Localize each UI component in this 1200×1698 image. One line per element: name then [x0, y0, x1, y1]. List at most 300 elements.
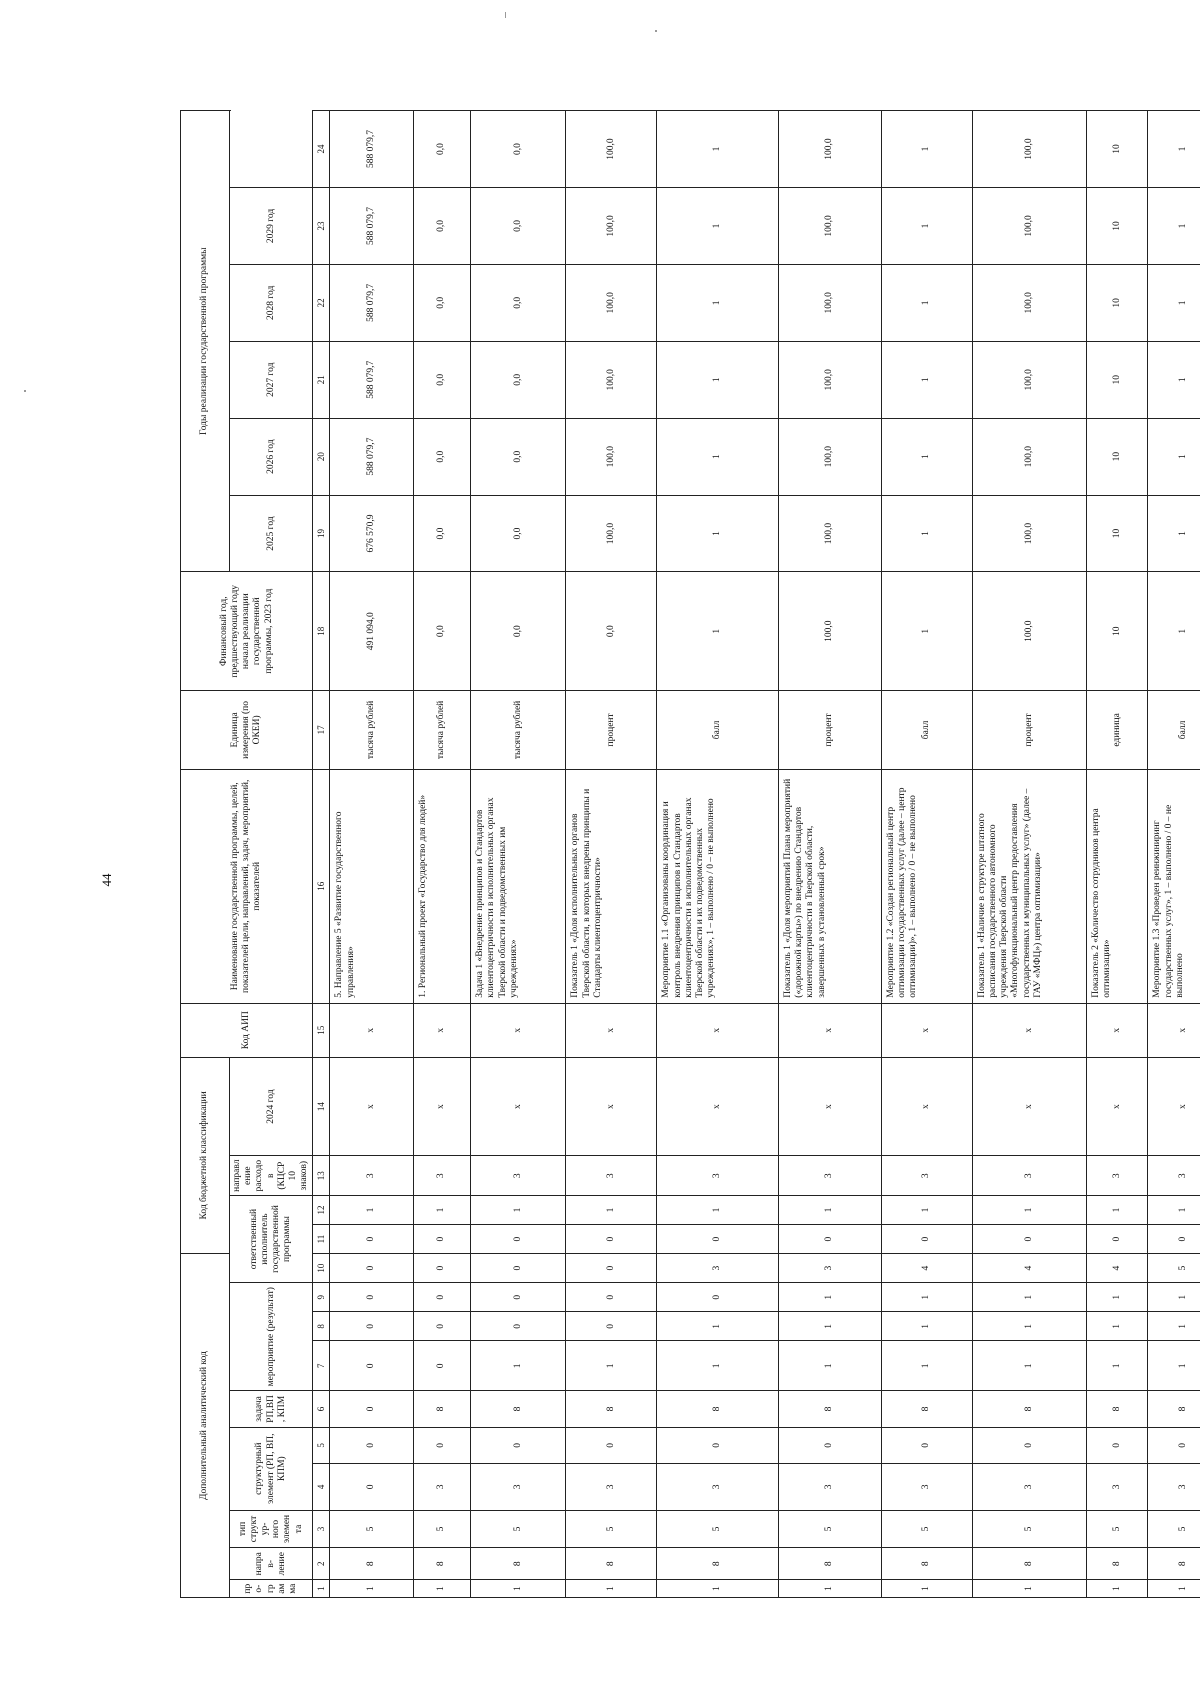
year-value-cell: 1 [1148, 341, 1200, 418]
unit-cell: балл [1148, 690, 1200, 769]
year-header: 2027 год [230, 341, 313, 418]
year-value-cell: 1 [657, 188, 779, 265]
code-cell: 3 [1087, 1156, 1148, 1195]
column-number-cell: 1 [313, 1580, 330, 1598]
column-number-cell: 24 [313, 111, 330, 188]
base-year-value-cell: 100,0 [779, 572, 882, 690]
year-value-cell: 10 [1087, 264, 1148, 341]
year-value-cell: 0,0 [414, 111, 471, 188]
kcsr-cell: х [1148, 1057, 1200, 1156]
code-cell: 8 [881, 1391, 972, 1427]
base-year-value-cell: 0,0 [566, 572, 657, 690]
code-cell: 3 [881, 1156, 972, 1195]
code-cell: 0 [566, 1254, 657, 1283]
year-value-cell: 10 [1087, 111, 1148, 188]
kcsr-cell: х [414, 1057, 471, 1156]
year-value-cell: 588 079,7 [330, 264, 414, 341]
code-cell: 0 [414, 1341, 471, 1391]
year-value-cell: 588 079,7 [330, 341, 414, 418]
code-cell: 0 [471, 1225, 566, 1254]
year-value-cell: 100,0 [972, 341, 1086, 418]
year-value-cell: 10 [1087, 341, 1148, 418]
unit-cell: процент [779, 690, 882, 769]
unit-cell: балл [881, 690, 972, 769]
year-value-cell: 1 [881, 264, 972, 341]
code-cell: 8 [330, 1548, 414, 1580]
base-year-value-cell: 0,0 [471, 572, 566, 690]
code-cell: 8 [657, 1548, 779, 1580]
year-value-cell: 0,0 [471, 418, 566, 495]
code-cell: 1 [330, 1195, 414, 1224]
year-value-cell: 100,0 [566, 341, 657, 418]
code-cell: 0 [972, 1427, 1086, 1463]
year-value-cell: 10 [1087, 495, 1148, 572]
unit-cell: тысяча рублей [330, 690, 414, 769]
code-cell: 1 [566, 1341, 657, 1391]
tip-header: тип структур-ного элемента [230, 1510, 313, 1547]
table-row [330, 111, 414, 1598]
code-cell: 1 [1087, 1341, 1148, 1391]
code-cell: 3 [779, 1156, 882, 1195]
year-value-cell: 10 [1087, 418, 1148, 495]
meropriyatie-header: мероприятие (результат) [230, 1283, 313, 1391]
code-cell: 3 [779, 1463, 882, 1510]
code-cell: 8 [566, 1391, 657, 1427]
code-cell: 1 [414, 1580, 471, 1598]
table-row [414, 111, 471, 1598]
code-cell: 1 [471, 1341, 566, 1391]
year-value-cell: 1 [657, 111, 779, 188]
code-cell: 1 [779, 1312, 882, 1341]
code-cell: 1 [881, 1341, 972, 1391]
code-cell: 1 [1148, 1312, 1200, 1341]
table-row [779, 111, 882, 1598]
code-cell: 0 [330, 1254, 414, 1283]
code-cell: 5 [566, 1510, 657, 1547]
year-value-cell: 100,0 [972, 418, 1086, 495]
column-number-cell: 10 [313, 1254, 330, 1283]
year-value-cell: 1 [657, 495, 779, 572]
column-number-cell: 21 [313, 341, 330, 418]
column-number-cell: 4 [313, 1463, 330, 1510]
rotated-page-content [180, 110, 1189, 1598]
code-cell: 1 [779, 1283, 882, 1312]
column-number-cell: 14 [313, 1057, 330, 1156]
item-name-cell: Мероприятие 1.1 «Организованы координация и контроль внедрения принципов и Стандартов клиентоцентричности в исполнительных органах Тверской области и их подведомственных учреждениях», 1 – выполнено / 0 – не выполнено [657, 769, 779, 1003]
code-cell: 4 [972, 1254, 1086, 1283]
column-number-cell: 7 [313, 1341, 330, 1391]
year-value-cell: 1 [881, 341, 972, 418]
item-name-cell: Мероприятие 1.3 «Проведен реинжиниринг государственных услуг», 1 – выполнено / 0 – не выполнено [1148, 769, 1200, 1003]
code-cell: 0 [1148, 1427, 1200, 1463]
year-value-cell: 1 [1148, 264, 1200, 341]
code-cell: 0 [657, 1225, 779, 1254]
year-value-cell: 588 079,7 [330, 111, 414, 188]
code-cell: 0 [471, 1254, 566, 1283]
column-number-cell: 11 [313, 1225, 330, 1254]
year-value-cell: 1 [1148, 111, 1200, 188]
code-cell: 8 [566, 1548, 657, 1580]
code-cell: 1 [881, 1580, 972, 1598]
code-cell: 5 [1148, 1254, 1200, 1283]
code-cell: 1 [1148, 1283, 1200, 1312]
base-year-value-cell: 1 [657, 572, 779, 690]
unit-cell: процент [972, 690, 1086, 769]
code-cell: 0 [566, 1225, 657, 1254]
code-cell: 0 [414, 1427, 471, 1463]
year-value-cell: 0,0 [414, 264, 471, 341]
code-cell: 1 [471, 1195, 566, 1224]
base-year-value-cell: 0,0 [414, 572, 471, 690]
year-value-cell: 0,0 [471, 495, 566, 572]
column-number-cell: 3 [313, 1510, 330, 1547]
year-value-cell: 0,0 [414, 188, 471, 265]
code-cell: 5 [657, 1510, 779, 1547]
code-cell: 5 [779, 1510, 882, 1547]
code-cell: 8 [414, 1548, 471, 1580]
code-cell: 8 [657, 1391, 779, 1427]
code-cell: 3 [1087, 1463, 1148, 1510]
year-value-cell: 100,0 [779, 341, 882, 418]
code-cell: 3 [471, 1156, 566, 1195]
code-cell: 0 [1087, 1225, 1148, 1254]
year-value-cell: 1 [881, 188, 972, 265]
code-cell: 5 [1087, 1510, 1148, 1547]
code-cell: 0 [414, 1254, 471, 1283]
code-cell: 1 [881, 1195, 972, 1224]
code-cell: 0 [330, 1341, 414, 1391]
code-cell: 1 [779, 1195, 882, 1224]
code-cell: 0 [414, 1312, 471, 1341]
code-cell: 1 [972, 1341, 1086, 1391]
code-cell: 0 [330, 1463, 414, 1510]
year-value-cell: 100,0 [972, 188, 1086, 265]
aip-cell: х [566, 1003, 657, 1057]
code-cell: 3 [972, 1463, 1086, 1510]
napravlenie-header: направ-ление [230, 1548, 313, 1580]
code-cell: 3 [657, 1254, 779, 1283]
code-cell: 1 [330, 1580, 414, 1598]
year-value-cell: 10 [1087, 188, 1148, 265]
item-name-cell: 5. Направление 5 «Развитие государственного управления» [330, 769, 414, 1003]
base-year-value-cell: 1 [1148, 572, 1200, 690]
code-cell: 8 [1087, 1548, 1148, 1580]
code-cell: 1 [1148, 1195, 1200, 1224]
zadacha-header: задача РП,ВП, КПМ [230, 1391, 313, 1427]
year-value-cell: 0,0 [414, 495, 471, 572]
scan-mark [655, 30, 657, 32]
code-cell: 3 [414, 1463, 471, 1510]
struct-element-header: структурный элемент (РП, ВП, КПМ) [230, 1427, 313, 1510]
year-value-cell: 100,0 [779, 495, 882, 572]
table-row [881, 111, 972, 1598]
kcsr-cell: х [657, 1057, 779, 1156]
unit-cell: единица [1087, 690, 1148, 769]
column-number-cell: 18 [313, 572, 330, 690]
item-name-cell: Показатель 1 «Наличие в структуре штатного расписания государственного автономного учреждения Тверской области «Многофункциональный центр предоставления государственных и муниципальных услуг» (далее – ГАУ «МФЦ») центра оптимизации» [972, 769, 1086, 1003]
code-cell: 0 [566, 1312, 657, 1341]
unit-cell: балл [657, 690, 779, 769]
code-cell: 5 [330, 1510, 414, 1547]
aip-cell: х [779, 1003, 882, 1057]
code-cell: 0 [779, 1427, 882, 1463]
code-cell: 8 [1148, 1391, 1200, 1427]
code-cell: 8 [1087, 1391, 1148, 1427]
column-number-cell: 6 [313, 1391, 330, 1427]
code-cell: 0 [1148, 1225, 1200, 1254]
code-cell: 1 [779, 1580, 882, 1598]
column-number-cell: 20 [313, 418, 330, 495]
year-value-cell: 100,0 [566, 495, 657, 572]
year-value-cell: 1 [657, 418, 779, 495]
base-year-value-cell: 1 [881, 572, 972, 690]
code-cell: 8 [779, 1548, 882, 1580]
code-cell: 1 [657, 1312, 779, 1341]
code-cell: 3 [779, 1254, 882, 1283]
base-year-value-cell: 10 [1087, 572, 1148, 690]
table-row [1087, 111, 1148, 1598]
unit-cell: тысяча рублей [471, 690, 566, 769]
code-cell: 8 [972, 1548, 1086, 1580]
table-body [330, 111, 1200, 1598]
code-cell: 0 [414, 1225, 471, 1254]
unit-header: Единица измерения (по ОКЕИ) [181, 690, 313, 769]
program-table [180, 110, 1200, 1598]
code-cell: 8 [1148, 1548, 1200, 1580]
code-cell: 1 [1087, 1312, 1148, 1341]
ispolnitel-header: ответственный исполнитель государственной программы [230, 1195, 313, 1282]
code-cell: 1 [1148, 1580, 1200, 1598]
item-name-cell: Показатель 2 «Количество сотрудников центра оптимизации» [1087, 769, 1148, 1003]
code-cell: 3 [414, 1156, 471, 1195]
code-cell: 1 [972, 1312, 1086, 1341]
code-cell: 1 [657, 1195, 779, 1224]
code-cell: 1 [657, 1341, 779, 1391]
year-value-cell: 100,0 [566, 111, 657, 188]
code-cell: 8 [972, 1391, 1086, 1427]
column-number-cell: 15 [313, 1003, 330, 1057]
code-cell: 1 [1087, 1283, 1148, 1312]
code-cell: 1 [881, 1283, 972, 1312]
kcsr-cell: х [1087, 1057, 1148, 1156]
name-header: Наименование государственной программы, целей, показателей цели, направлений, задач, мероприятий, показателей [181, 769, 313, 1003]
programma-header: про-грамма [230, 1580, 313, 1598]
code-cell: 0 [657, 1427, 779, 1463]
table-row [972, 111, 1086, 1598]
kcsr-cell: х [881, 1057, 972, 1156]
item-name-cell: Задача 1 «Внедрение принципов и Стандартов клиентоцентричности в исполнительных органах Тверской области и подведомственных им учреждениях» [471, 769, 566, 1003]
aip-cell: х [1087, 1003, 1148, 1057]
page-number: 44 [99, 873, 114, 887]
table-row [566, 111, 657, 1598]
year-value-cell: 588 079,7 [330, 418, 414, 495]
kcsr-cell: х [330, 1057, 414, 1156]
column-number-cell: 5 [313, 1427, 330, 1463]
code-cell: 5 [881, 1510, 972, 1547]
kcsr-cell: х [779, 1057, 882, 1156]
code-cell: 1 [881, 1312, 972, 1341]
code-cell: 3 [330, 1156, 414, 1195]
code-cell: 0 [330, 1312, 414, 1341]
code-cell: 5 [1148, 1510, 1200, 1547]
code-cell: 3 [657, 1463, 779, 1510]
column-numbers-row [313, 111, 330, 1598]
year-header: 2025 год [230, 495, 313, 572]
code-cell: 0 [471, 1427, 566, 1463]
year-value-cell: 0,0 [471, 188, 566, 265]
year-value-cell: 676 570,9 [330, 495, 414, 572]
column-number-cell: 12 [313, 1195, 330, 1224]
code-cell: 5 [471, 1510, 566, 1547]
aip-cell: х [657, 1003, 779, 1057]
code-cell: 1 [1148, 1341, 1200, 1391]
code-cell: 1 [1087, 1580, 1148, 1598]
code-cell: 0 [414, 1283, 471, 1312]
column-number-cell: 13 [313, 1156, 330, 1195]
base-year-value-cell: 100,0 [972, 572, 1086, 690]
code-cell: 4 [1087, 1254, 1148, 1283]
aip-cell: х [1148, 1003, 1200, 1057]
code-cell: 1 [779, 1341, 882, 1391]
code-cell: 0 [657, 1283, 779, 1312]
item-name-cell: Мероприятие 1.2 «Создан региональный центр оптимизации государственных услуг (далее – центр оптимизации)», 1 – выполнено / 0 – не выполнено [881, 769, 972, 1003]
year-value-cell: 1 [1148, 418, 1200, 495]
code-cell: 1 [1087, 1195, 1148, 1224]
scan-mark [24, 390, 26, 392]
year-value-cell: 100,0 [779, 418, 882, 495]
kcsr-cell: х [566, 1057, 657, 1156]
kbk-header: Код бюджетной классификации [181, 1057, 230, 1253]
column-number-cell: 16 [313, 769, 330, 1003]
year-value-cell: 0,0 [414, 418, 471, 495]
code-cell: 0 [330, 1225, 414, 1254]
code-cell: 8 [471, 1548, 566, 1580]
code-cell: 0 [779, 1225, 882, 1254]
table-row [471, 111, 566, 1598]
year-value-cell: 0,0 [471, 264, 566, 341]
year-value-cell: 100,0 [779, 188, 882, 265]
year-value-cell: 100,0 [972, 264, 1086, 341]
kcsr-cell: х [471, 1057, 566, 1156]
code-cell: 3 [972, 1156, 1086, 1195]
code-cell: 3 [471, 1463, 566, 1510]
year-header: 2024 год [230, 1057, 313, 1156]
table-row [657, 111, 779, 1598]
base-year-header: Финансовый год, предшествующий году начала реализации государственной программы, 2023 год [181, 572, 313, 690]
code-cell: 1 [414, 1195, 471, 1224]
code-cell: 5 [972, 1510, 1086, 1547]
kcsr-cell: х [972, 1057, 1086, 1156]
year-value-cell: 100,0 [779, 264, 882, 341]
column-number-cell: 9 [313, 1283, 330, 1312]
code-cell: 8 [471, 1391, 566, 1427]
code-cell: 5 [414, 1510, 471, 1547]
aip-header: Код АИП [181, 1003, 313, 1057]
code-cell: 3 [881, 1463, 972, 1510]
aip-cell: х [471, 1003, 566, 1057]
code-cell: 3 [566, 1463, 657, 1510]
code-cell: 1 [566, 1580, 657, 1598]
code-cell: 0 [471, 1283, 566, 1312]
aip-cell: х [881, 1003, 972, 1057]
aip-cell: х [972, 1003, 1086, 1057]
scan-mark [505, 12, 506, 18]
item-name-cell: Показатель 1 «Доля исполнительных органов Тверской области, в которых внедрены принципы и Стандарты клиентоцентричности» [566, 769, 657, 1003]
table-row [1148, 111, 1200, 1598]
item-name-cell: Показатель 1 «Доля мероприятий Плана мероприятий («дорожной карты») по внедрению Стандартов клиентоцентричности в Тверской области, завершенных в установленный срок» [779, 769, 882, 1003]
year-value-cell: 1 [657, 264, 779, 341]
year-value-cell: 100,0 [972, 111, 1086, 188]
code-cell: 0 [330, 1427, 414, 1463]
year-value-cell: 1 [881, 111, 972, 188]
column-number-cell: 22 [313, 264, 330, 341]
year-header: 2026 год [230, 418, 313, 495]
code-cell: 0 [1087, 1427, 1148, 1463]
code-cell: 3 [1148, 1463, 1200, 1510]
code-cell: 3 [1148, 1156, 1200, 1195]
code-cell: 3 [657, 1156, 779, 1195]
column-number-cell: 19 [313, 495, 330, 572]
column-number-cell: 2 [313, 1548, 330, 1580]
code-cell: 3 [566, 1156, 657, 1195]
code-cell: 1 [657, 1580, 779, 1598]
year-value-cell: 1 [1148, 188, 1200, 265]
additional-code-header: Дополнительный аналитический код [181, 1254, 230, 1598]
year-value-cell: 100,0 [566, 264, 657, 341]
code-cell: 8 [414, 1391, 471, 1427]
year-value-cell: 0,0 [471, 341, 566, 418]
year-value-cell: 100,0 [779, 111, 882, 188]
year-header: 2028 год [230, 264, 313, 341]
item-name-cell: 1. Региональный проект «Государство для людей» [414, 769, 471, 1003]
year-value-cell: 588 079,7 [330, 188, 414, 265]
code-cell: 0 [881, 1427, 972, 1463]
code-cell: 0 [566, 1283, 657, 1312]
aip-cell: х [330, 1003, 414, 1057]
code-cell: 4 [881, 1254, 972, 1283]
year-value-cell: 1 [881, 495, 972, 572]
year-value-cell: 1 [881, 418, 972, 495]
napravlenie-rashodov-header: направление расходов (КЦСР 10 знаков) [230, 1156, 313, 1195]
unit-cell: процент [566, 690, 657, 769]
code-cell: 0 [471, 1312, 566, 1341]
base-year-value-cell: 491 094,0 [330, 572, 414, 690]
years-group-header: Годы реализации государственной программы [181, 111, 230, 572]
code-cell: 0 [972, 1225, 1086, 1254]
year-header: 2029 год [230, 188, 313, 265]
code-cell: 0 [330, 1391, 414, 1427]
aip-cell: х [414, 1003, 471, 1057]
year-value-cell: 100,0 [972, 495, 1086, 572]
code-cell: 0 [881, 1225, 972, 1254]
unit-cell: тысяча рублей [414, 690, 471, 769]
column-number-cell: 8 [313, 1312, 330, 1341]
code-cell: 1 [972, 1580, 1086, 1598]
year-value-cell: 100,0 [566, 418, 657, 495]
year-value-cell: 1 [1148, 495, 1200, 572]
column-number-cell: 17 [313, 690, 330, 769]
code-cell: 1 [566, 1195, 657, 1224]
column-number-cell: 23 [313, 188, 330, 265]
code-cell: 8 [881, 1548, 972, 1580]
code-cell: 0 [330, 1283, 414, 1312]
code-cell: 0 [566, 1427, 657, 1463]
year-value-cell: 0,0 [414, 341, 471, 418]
code-cell: 1 [471, 1580, 566, 1598]
year-value-cell: 1 [657, 341, 779, 418]
year-value-cell: 100,0 [566, 188, 657, 265]
year-value-cell: 0,0 [471, 111, 566, 188]
